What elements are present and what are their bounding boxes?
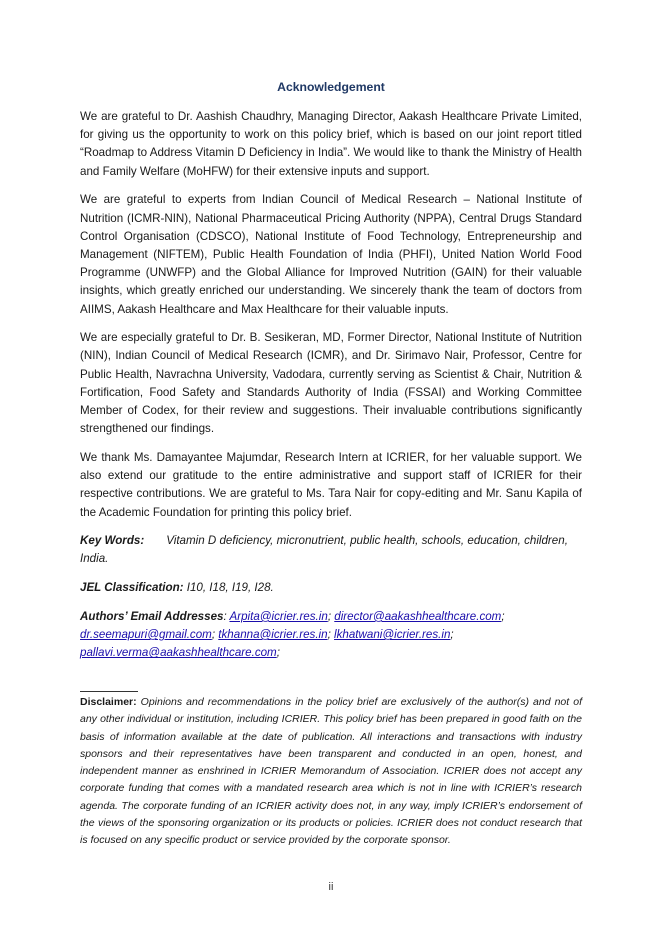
jel-label: JEL Classification:: [80, 581, 184, 595]
keywords-text: Vitamin D deficiency, micronutrient, public health, schools, education, children, India.: [80, 534, 568, 566]
paragraph-3: We are especially grateful to Dr. B. Sesikeran, MD, Former Director, National Institute of Nutrition (NIN), Indian Council of Medical Research (ICMR), and Dr. Sirimavo Nair, Professor, Centre for Public Health, Navrachna University, Vadodara, currently serving as Scientist & Chair, Nutrition & Fortification, Food Safety and Standards Authority of India (FSSAI) and Working Committee Member of Codex, for their review and suggestions. Their invaluable contributions significantly strengthened our findings.: [80, 331, 582, 436]
email-link-pallavi[interactable]: pallavi.verma@aakashhealthcare.com: [80, 646, 277, 660]
email-link-director[interactable]: director@aakashhealthcare.com: [334, 609, 502, 623]
jel-text: I10, I18, I19, I28.: [183, 581, 274, 595]
emails-label: Authors’ Email Addresses: [80, 609, 224, 623]
page-title: Acknowledgement: [277, 80, 385, 94]
keywords-label: Key Words:: [80, 534, 145, 548]
footnote-divider: [80, 691, 138, 692]
email-link-lkhatwani[interactable]: lkhatwani@icrier.res.in: [334, 628, 451, 642]
paragraph-1: We are grateful to Dr. Aashish Chaudhry, Managing Director, Aakash Healthcare Private Limited, for giving us the opportunity to work on this policy brief, which is based on our joint report titled “Roadmap to Address Vitamin D Deficiency in India”. We would like to thank the Ministry of Health and Family Welfare (MoHFW) for their extensive inputs and support.: [80, 110, 582, 178]
keywords: [80, 532, 582, 568]
email-link-seemapuri[interactable]: dr.seemapuri@gmail.com: [80, 628, 212, 642]
email-link-arpita[interactable]: Arpita@icrier.res.in: [229, 609, 328, 623]
paragraph-2: We are grateful to experts from Indian Council of Medical Research – National Institute of Nutrition (ICMR-NIN), National Pharmaceutical Pricing Authority (NPPA), Central Drugs Standard Control Organisation (CDSCO), National Institute of Food Technology, Entrepreneurship and Management (NIFTEM), Public Health Foundation of India (PHFI), United Nation World Food Programme (UNWFP) and the Global Alliance for Improved Nutrition (GAIN) for their valuable insights, which greatly enriched our understanding. We sincerely thank the team of doctors from AIIMS, Aakash Healthcare and Max Healthcare for their valuable inputs.: [80, 193, 582, 316]
disclaimer-label: Disclaimer:: [80, 696, 137, 708]
disclaimer-text: Opinions and recommendations in the policy brief are exclusively of the author(s) and not of any other individual or institution, including ICRIER. This policy brief has been prepared in good faith on the basis of information available at the date of publication. All interactions and transactions with industry sponsors and their representatives have been transparent and conducted in an open, honest, and independent manner as enshrined in ICRIER Memorandum of Association. ICRIER does not accept any corporate funding that comes with a mandated research area which is not in line with ICRIER’s research agenda. The corporate funding of an ICRIER activity does not, in any way, imply ICRIER’s endorsement of the views of the sponsoring organization or its products or policies. ICRIER does not conduct research that is focused on any specific product or service provided by the corporate sponsor.: [80, 696, 582, 847]
author-emails: Authors’ Email Addresses: Arpita@icrier.res.in; director@aakashhealthcare.com; dr.seemapuri@gmail.com; tkhanna@icrier.res.in; lkhatwani@icrier.res.in; pallavi.verma@aakashhealthcare.com;: [80, 609, 505, 660]
paragraph-4: We thank Ms. Damayantee Majumdar, Research Intern at ICRIER, for her valuable support. We also extend our gratitude to the entire administrative and support staff of ICRIER for their respective contributions. We are grateful to Ms. Tara Nair for copy-editing and Mr. Sanu Kapila of the Academic Foundation for printing this policy brief.: [80, 450, 582, 519]
disclaimer: [80, 694, 582, 850]
jel-classification: [80, 579, 582, 597]
email-link-tkhanna[interactable]: tkhanna@icrier.res.in: [218, 628, 328, 642]
page-number: ii: [328, 881, 334, 893]
acknowledgement-page: [80, 78, 582, 673]
